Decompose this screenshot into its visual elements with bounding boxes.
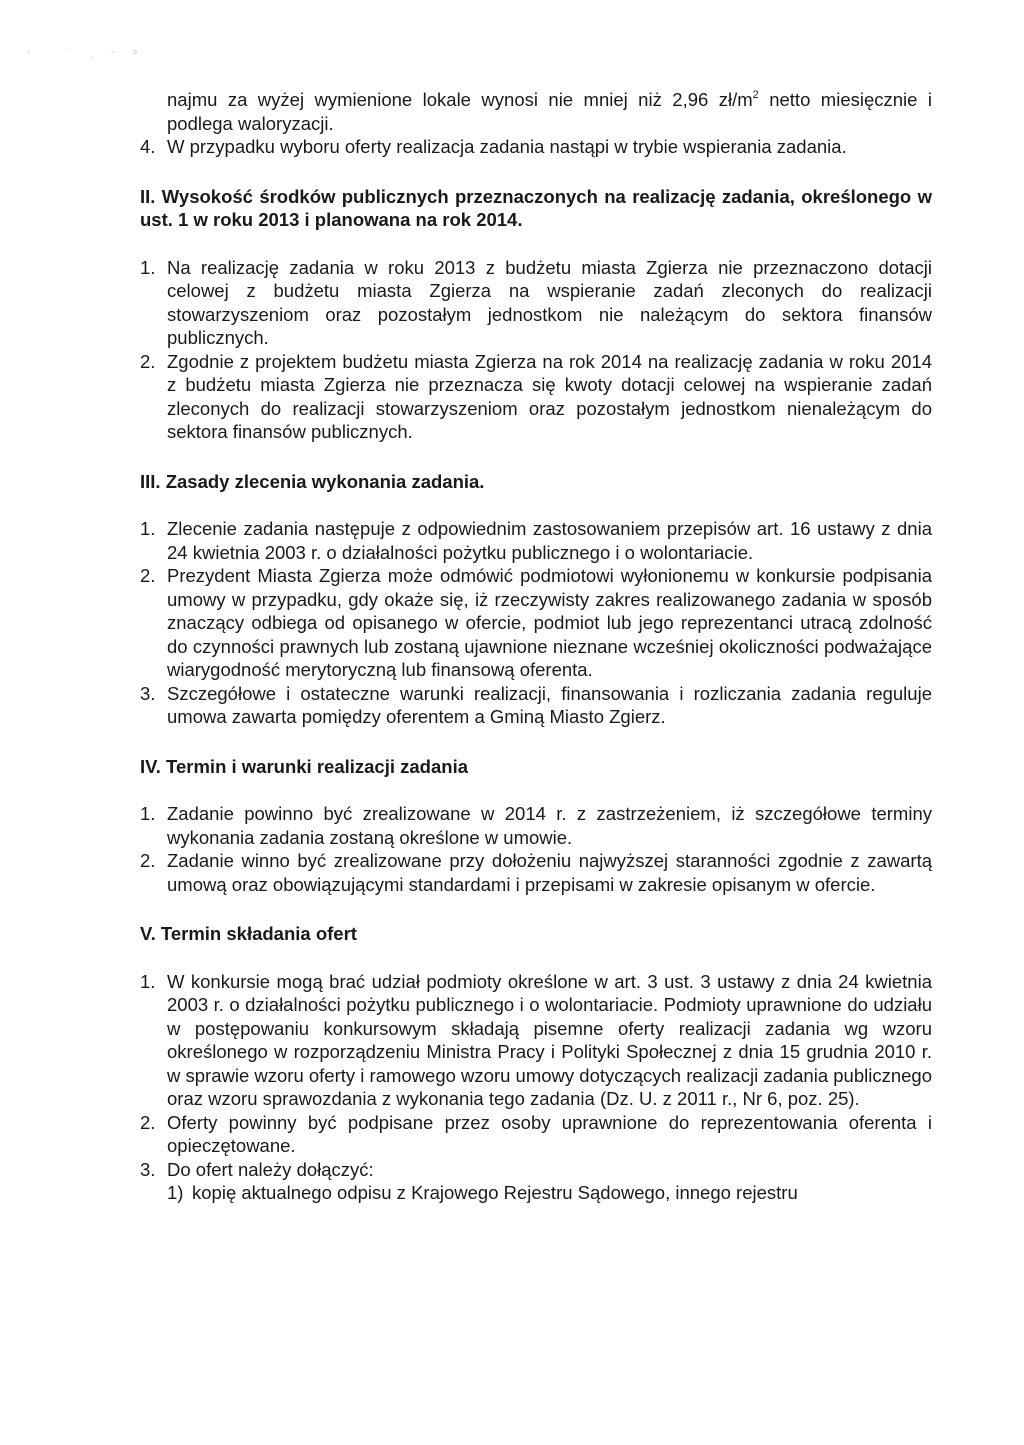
continued-text-b: netto miesięcznie i podlega waloryzacji.	[167, 89, 932, 134]
item-number: 1.	[140, 518, 156, 539]
list-item	[140, 1111, 932, 1158]
scan-specks: ʳ ˙ˏ⁻ᵖ	[28, 48, 155, 58]
list-item	[140, 350, 932, 444]
item-text: Szczegółowe i ostateczne warunki realizacji, finansowania i rozliczania zadania reguluje umowa zawarta pomiędzy oferentem a Gminą Miasto Zgierz.	[167, 682, 932, 727]
item-number: 2.	[140, 350, 156, 372]
continued-text-a: najmu za wyżej wymienione lokale wynosi nie mniej niż 2,96 zł/m	[167, 89, 753, 110]
item-text: Na realizację zadania w roku 2013 z budżetu miasta Zgierza nie przeznaczono dotacji celowej z budżetu miasta Zgierza na wspieranie zadań zleconych do realizacji stowarzyszeniom oraz pozostałym jednostkom nie należącym do sektora finansów publicznych.	[167, 256, 932, 348]
sub-list-item	[167, 1181, 932, 1205]
item-text: Do ofert należy dołączyć:	[167, 1158, 374, 1180]
list-item	[140, 1158, 932, 1205]
item-number: 3.	[140, 1158, 156, 1180]
item-number: 1.	[140, 256, 156, 278]
section-v-list	[140, 970, 932, 1205]
item-text: Oferty powinny być podpisane przez osoby uprawnione do reprezentowania oferenta i opieczętowane.	[167, 1111, 932, 1156]
item-number: 2.	[140, 565, 156, 586]
section-heading-ii: II. Wysokość środków publicznych przeznaczonych na realizację zadania, określonego w ust. 1 w roku 2013 i planowana na rok 2014.	[140, 185, 932, 230]
list-item	[140, 970, 932, 1111]
section-ii-list	[140, 256, 932, 444]
document-body	[140, 88, 932, 1205]
item-text: Prezydent Miasta Zgierza może odmówić podmiotowi wyłonionemu w konkursie podpisania umowy w przypadku, gdy okaże się, iż rzeczywisty zakres realizowanego zadania w sposób znaczący odbiega od opisanego w ofercie, podmiot lub jego reprezentanci utracą zdolność do czynności prawnych lub zostaną ujawnione nieznane wcześniej okoliczności podważające wiarygodność merytoryczną lub finansową oferenta.	[167, 565, 932, 680]
section-heading-v: V. Termin składania ofert	[140, 923, 357, 944]
list-item	[140, 517, 932, 564]
item-number: 1.	[140, 803, 156, 824]
list-item	[140, 682, 932, 729]
section-iv-list	[140, 802, 932, 896]
continued-item-3	[140, 88, 932, 135]
section-iii-list	[140, 517, 932, 729]
list-item	[140, 849, 932, 896]
item-text: Zadanie winno być zrealizowane przy dołożeniu najwyższej staranności zgodnie z zawartą umową oraz obowiązującymi standardami i przepisami w zakresie opisanym w ofercie.	[167, 850, 932, 895]
list-item	[140, 256, 932, 350]
list-item	[140, 564, 932, 682]
section-heading-iv: IV. Termin i warunki realizacji zadania	[140, 755, 468, 777]
item-number: 4.	[140, 136, 156, 157]
item-number: 3.	[140, 682, 156, 704]
item-number: 2.	[140, 850, 156, 871]
sub-item-number: 1)	[167, 1182, 184, 1203]
section-heading-iii: III. Zasady zlecenia wykonania zadania.	[140, 470, 485, 492]
list-item-4	[140, 135, 932, 159]
item-text: W przypadku wyboru oferty realizacja zadania nastąpi w trybie wspierania zadania.	[167, 136, 847, 157]
item-text: Zadanie powinno być zrealizowane w 2014 r. z zastrzeżeniem, iż szczegółowe terminy wykonania zadania zostaną określone w umowie.	[167, 803, 932, 848]
list-item	[140, 802, 932, 849]
superscript-2: 2	[752, 89, 759, 101]
item-text: Zgodnie z projektem budżetu miasta Zgierza na rok 2014 na realizację zadania w roku 2014 z budżetu miasta Zgierza nie przeznacza się kwoty dotacji celowej na wspieranie zadań zleconych do realizacji stowarzyszeniom oraz pozostałym jednostkom nienależącym do sektora finansów publicznych.	[167, 350, 932, 442]
sub-item-text: kopię aktualnego odpisu z Krajowego Rejestru Sądowego, innego rejestru	[192, 1182, 798, 1203]
item-text: W konkursie mogą brać udział podmioty określone w art. 3 ust. 3 ustawy z dnia 24 kwietnia 2003 r. o działalności pożytku publicznego i o wolontariacie. Podmioty uprawnione do udziału w postępowaniu konkursowym składają pisemne oferty realizacji zadania wg wzoru określonego w rozporządzeniu Ministra Pracy i Polityki Społecznej z dnia 15 grudnia 2010 r. w sprawie wzoru oferty i ramowego wzoru umowy dotyczących realizacji zadania publicznego oraz wzoru sprawozdania z wykonania tego zadania (Dz. U. z 2011 r., Nr 6, poz. 25).	[167, 970, 933, 1109]
item-number: 2.	[140, 1111, 156, 1133]
item-text: Zlecenie zadania następuje z odpowiednim zastosowaniem przepisów art. 16 ustawy z dnia 24 kwietnia 2003 r. o działalności pożytku publicznego i o wolontariacie.	[167, 518, 932, 563]
item-number: 1.	[140, 970, 156, 992]
